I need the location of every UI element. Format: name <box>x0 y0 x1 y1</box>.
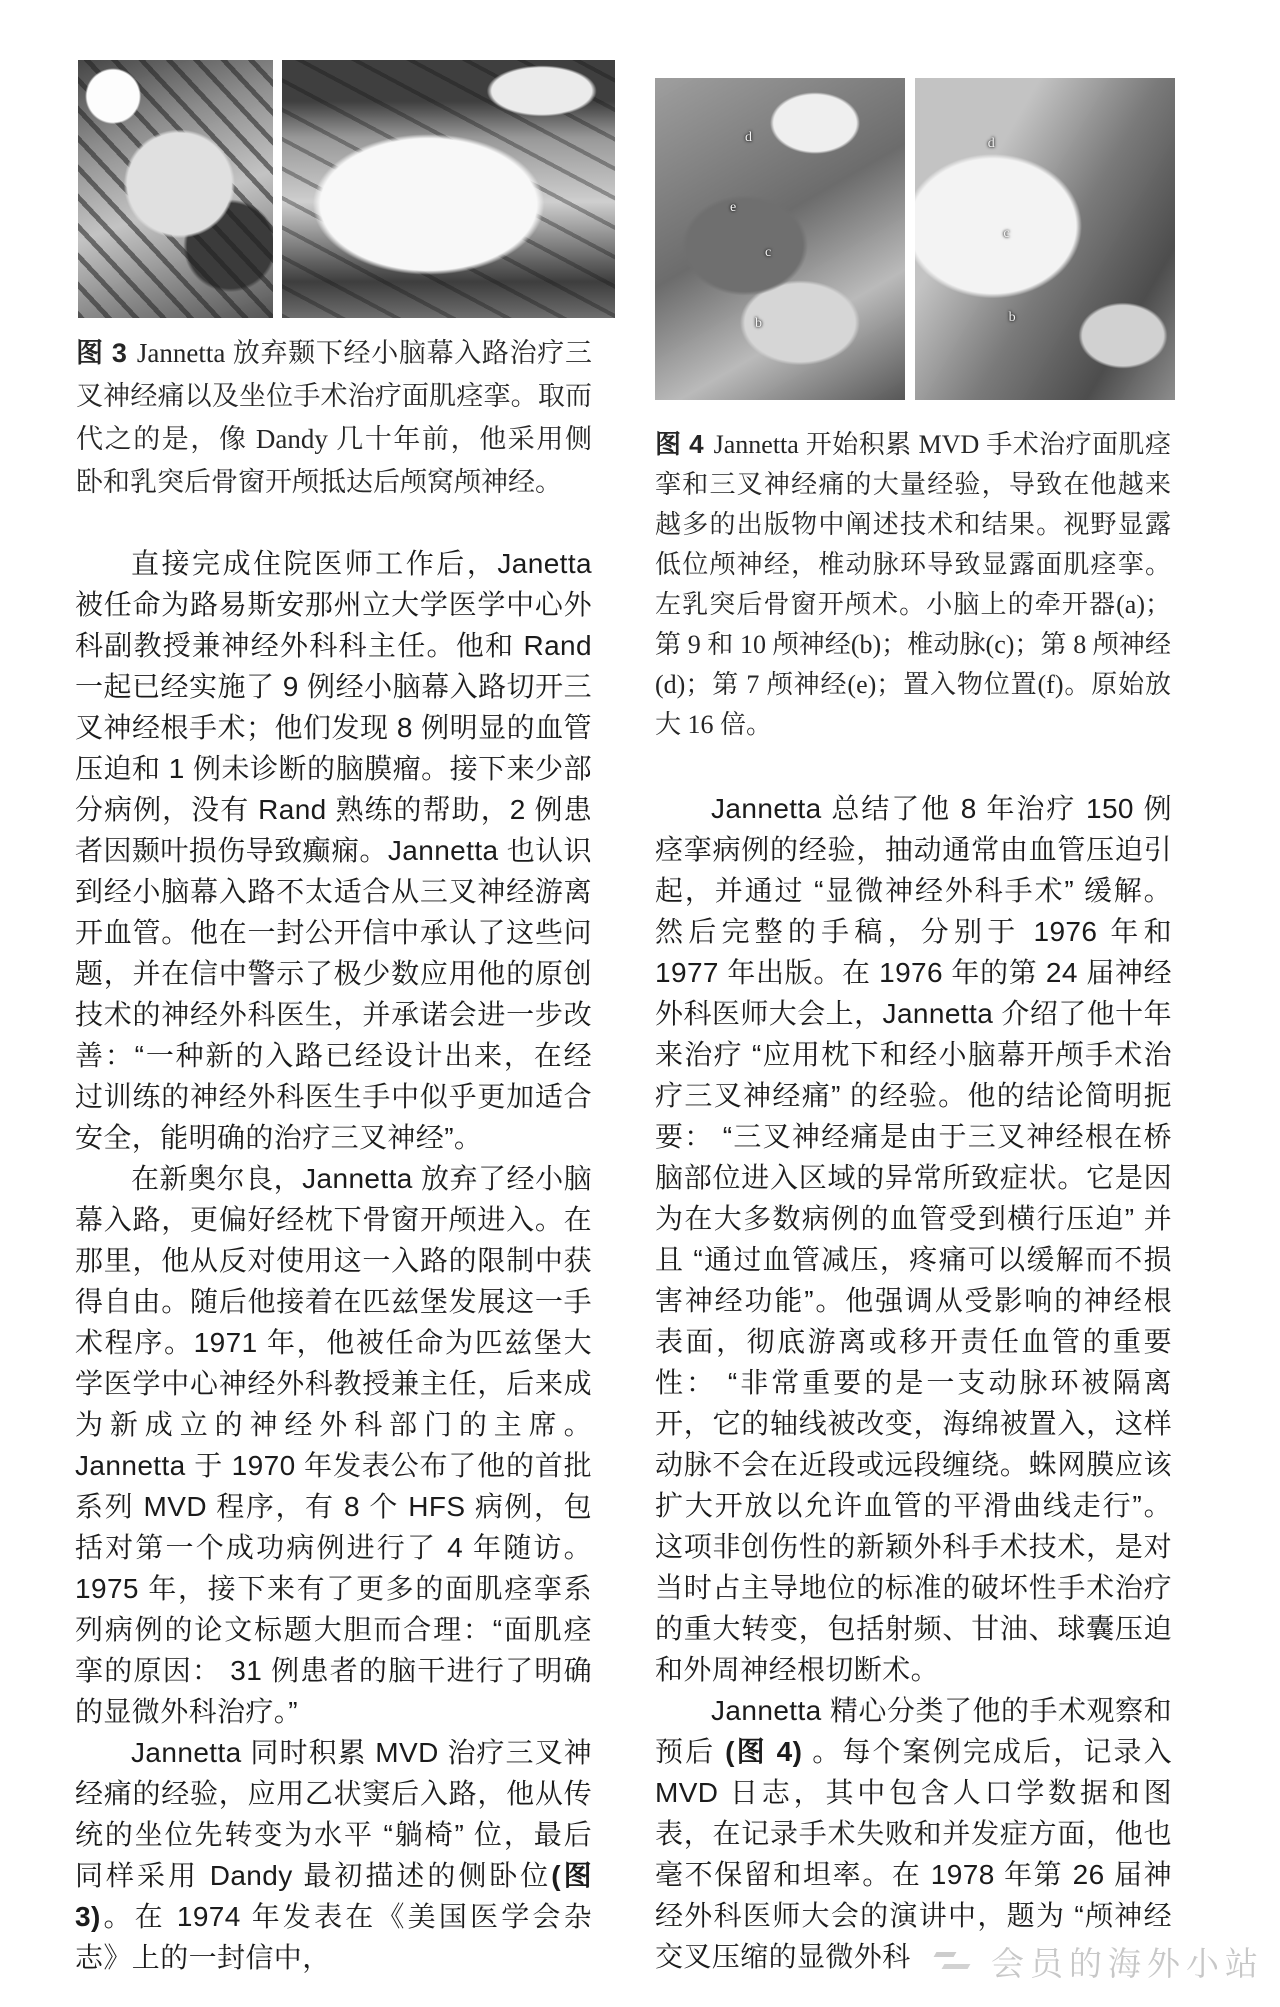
figure4-annotation-letter: b <box>1008 309 1016 325</box>
watermark-logo-icon <box>933 1948 977 1976</box>
figure4-annotation-letter: c <box>765 245 772 261</box>
figure3-photo-left <box>78 60 273 318</box>
figure3-label: 图 3 <box>76 338 127 368</box>
paragraph-text: Jannetta 同时积累 MVD 治疗三叉神经痛的经验，应用乙状窦后入路，他从传统的坐位先转变为水平 “躺椅” 位，最后同样采用 Dandy 最初描述的侧卧位 <box>75 1737 592 1891</box>
paragraph <box>75 1732 592 1978</box>
figure3-photos <box>78 60 615 318</box>
paragraph-text: 。每个案例完成后，记录入 MVD 日志，其中包含人口学数据和图表，在记录手术失败和并发症方面，他也毫不保留和坦率。在 1978 年第 26 届神经外科医师大会的演讲中，题为 “颅神经交叉压缩的显微外科 <box>655 1736 1172 1972</box>
paragraph: Jannetta 总结了他 8 年治疗 150 例痉挛病例的经验，抽动通常由血管压迫引起，并通过 “显微神经外科手术” 缓解。然后完整的手稿，分别于 1976 年和 1977 年出版。在 1976 年的第 24 届神经外科医师大会上，Jannetta 介绍了他十年来治疗 “应用枕下和经小脑幕开颅手术治疗三叉神经痛” 的经验。他的结论简明扼要： “三叉神经痛是由于三叉神经根在桥脑部位进入区域的异常所致症状。它是因为在大多数病例的血管受到横行压迫” 并且 “通过血管减压，疼痛可以缓解而不损害神经功能”。他强调从受影响的神经根表面，彻底游离或移开责任血管的重要性： “非常重要的是一支动脉环被隔离开，它的轴线被改变，海绵被置入，这样动脉不会在近段或远段缠绕。蛛网膜应该扩大开放以允许血管的平滑曲线走行”。这项非创伤性的新颖外科手术技术，是对当时占主导地位的标准的破坏性手术治疗的重大转变，包括射频、甘油、球囊压迫和外周神经根切断术。 <box>655 793 1172 1685</box>
figure4-inline-reference: (图 4) <box>725 1736 803 1767</box>
paragraph <box>655 1690 1172 1977</box>
figure4-annotation-letter: c <box>1003 226 1010 242</box>
left-column-body <box>75 543 592 1978</box>
right-column-body <box>655 788 1172 1977</box>
watermark-text: 会员的海外小站 <box>991 1945 1264 1982</box>
paragraph-text: 。在 1974 年发表在《美国医学会杂志》上的一封信中， <box>75 1901 592 1973</box>
figure4-photo-right <box>915 78 1175 400</box>
figure4-label: 图 4 <box>655 429 704 459</box>
figure4-annotation-letter: d <box>745 129 752 145</box>
figure4-caption-text: Jannetta 开始积累 MVD 手术治疗面肌痉挛和三叉神经痛的大量经验，导致在他越来越多的出版物中阐述技术和结果。视野显露低位颅神经，椎动脉环导致显露面肌痉挛。左乳突后骨窗开颅术。小脑上的牵开器(a)；第 9 和 10 颅神经(b)；椎动脉(c)；第 8 颅神经(d)；第 7 颅神经(e)；置入物位置(f)。原始放大 16 倍。 <box>655 430 1172 739</box>
paragraph: 直接完成住院医师工作后，Janetta 被任命为路易斯安那州立大学医学中心外科副教授兼神经外科科主任。他和 Rand 一起已经实施了 9 例经小脑幕入路切开三叉神经根手术；他们发现 8 例明显的血管压迫和 1 例未诊断的脑膜瘤。接下来少部分病例，没有 Rand 熟练的帮助，2 例患者因颞叶损伤导致癫痫。Jannetta 也认识到经小脑幕入路不太适合从三叉神经游离开血管。他在一封公开信中承认了这些问题，并在信中警示了极少数应用他的原创技术的神经外科医生，并承诺会进一步改善：“一种新的入路已经设计出来，在经过训练的神经外科医生手中似乎更加适合安全，能明确的治疗三叉神经”。 <box>75 548 592 1153</box>
figure3-caption-text: Jannetta 放弃颞下经小脑幕入路治疗三叉神经痛以及坐位手术治疗面肌痉挛。取而代之的是，像 Dandy 几十年前，他采用侧卧和乳突后骨窗开颅抵达后颅窝颅神经。 <box>76 338 592 497</box>
figure3-photo-right <box>282 60 615 318</box>
figure4-annotation-letter: e <box>730 200 737 216</box>
figure4-annotation-letter: d <box>987 135 995 151</box>
figure3-inline-reference: (图 3) <box>75 1860 592 1932</box>
figure4-photo-left <box>655 78 905 400</box>
figure4-caption <box>655 424 1171 745</box>
paragraph: 在新奥尔良，Jannetta 放弃了经小脑幕入路，更偏好经枕下骨窗开颅进入。在那里，他从反对使用这一入路的限制中获得自由。随后他接着在匹兹堡发展这一手术程序。1971 年，他被任命为匹兹堡大学医学中心神经外科教授兼主任，后来成为新成立的神经外科部门的主席。Jannetta 于 1970 年发表公布了他的首批系列 MVD 程序，有 8 个 HFS 病例，包括对第一个成功病例进行了 4 年随访。1975 年，接下来有了更多的面肌痉挛系列病例的论文标题大胆而合理：“面肌痉挛的原因： 31 例患者的脑干进行了明确的显微外科治疗。” <box>75 1163 592 1727</box>
figure4-photos <box>655 78 1175 400</box>
watermark <box>933 1938 1264 1985</box>
figure3-caption <box>76 332 592 504</box>
paragraph-text: Jannetta 精心分类了他的手术观察和预后 <box>655 1695 1172 1767</box>
figure4-annotation-letter: b <box>755 316 762 332</box>
